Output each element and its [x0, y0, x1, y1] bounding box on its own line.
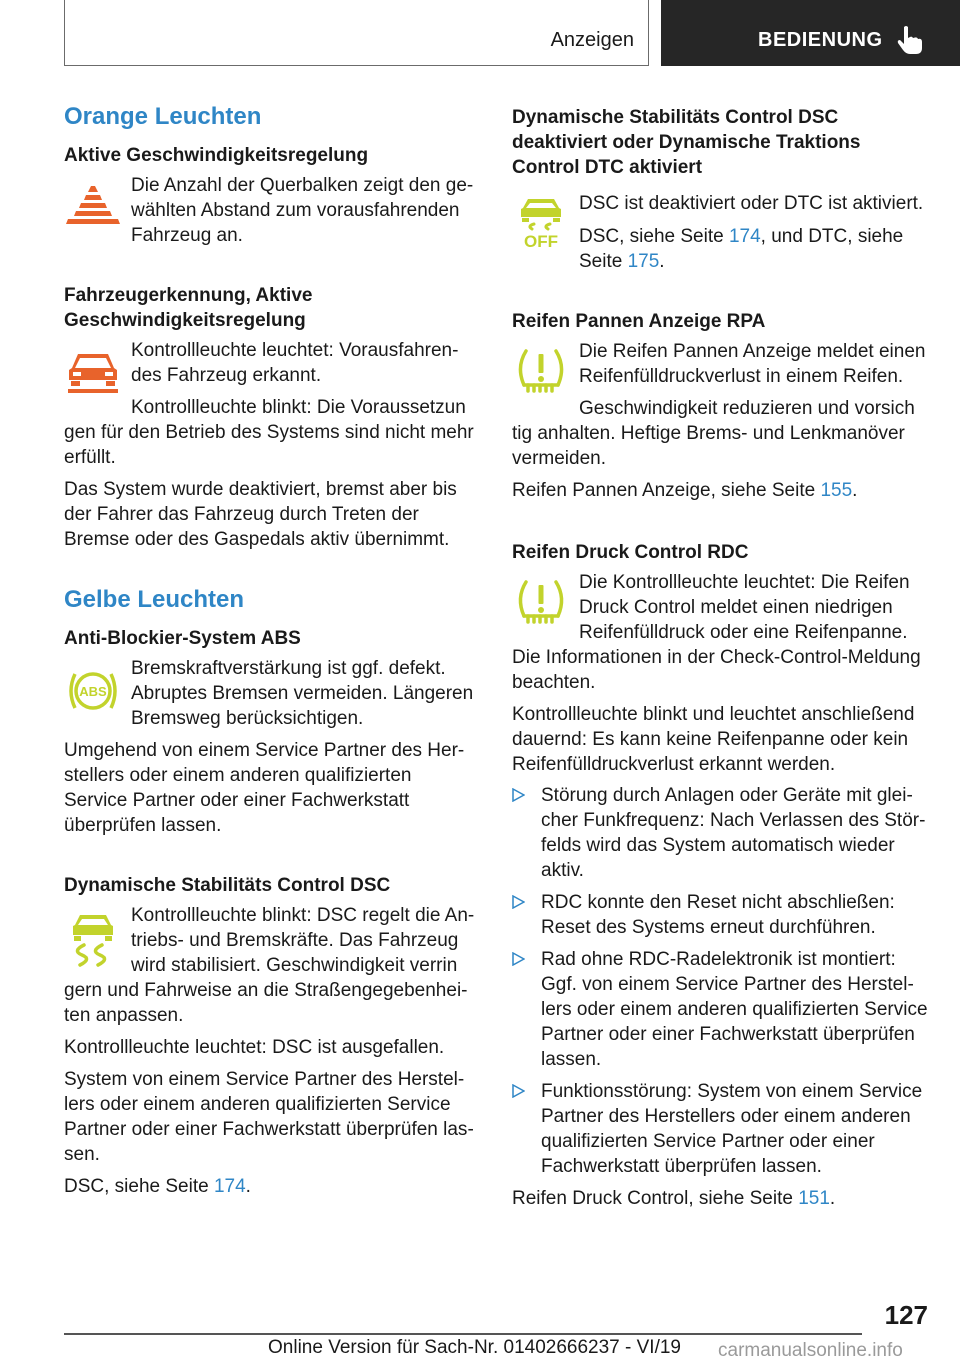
rdc-heading: Reifen Druck Control RDC	[512, 542, 749, 563]
footer-online-version: Online Version für Sach-Nr. 01402666237 - VI/19	[268, 1337, 681, 1358]
tire-warning-icon	[512, 574, 570, 632]
vehicle-heading: Fahrzeugerkennung, Aktive Geschwindigkeitsregelung	[64, 285, 313, 331]
list-item-text: Störung durch Anlagen oder Geräte mit gleicher Funkfrequenz: Nach Verlassen des Störfelds wird das System automatisch wieder aktiv.	[541, 785, 926, 881]
list-item-text: Funktionsstörung: System von einem Service Partner des Herstellers oder einem anderen qualifizierten Service Partner oder einer Fachwerkstatt überprüfen lassen.	[541, 1081, 923, 1177]
list-item-text: Rad ohne RDC-Radelektronik ist montiert: Ggf. von einem Service Partner des Herstellers oder einem anderen qualifizierten Service Partner oder einer Fachwerkstatt überprüfen lassen.	[541, 949, 928, 1070]
list-item	[512, 1079, 928, 1179]
rdc-page-link[interactable]: 151	[798, 1188, 830, 1209]
rpa-reference	[512, 478, 928, 503]
vehicle-text-2a: Kontrollleuchte blinkt: Die Voraussetzun	[131, 397, 466, 418]
footer-divider	[64, 1333, 862, 1335]
rdc-reference-prefix: Reifen Druck Control, siehe Seite	[512, 1188, 799, 1209]
rpa-text-2a: Geschwindigkeit reduzieren und vorsich	[579, 398, 915, 419]
watermark: carmanualsonline.info	[718, 1340, 903, 1361]
abs-icon	[64, 662, 122, 720]
dsc-off-reference	[512, 224, 928, 274]
rdc-reference	[512, 1186, 928, 1211]
header-section-tab	[64, 0, 649, 66]
list-item	[512, 783, 928, 883]
list-item	[512, 947, 928, 1072]
rdc-text-1: Die Kontrollleuchte leuchtet: Die Reifen Druck Control meldet einen niedrigen Reifenfülldruck oder eine Reifenpanne.	[579, 572, 910, 643]
dsc-off-reference-end: .	[659, 251, 665, 272]
acc-indicator	[64, 173, 480, 248]
page-number: 127	[884, 1300, 928, 1330]
rpa-text-1: Die Reifen Pannen Anzeige meldet einen Reifenfülldruckverlust in einem Reifen.	[579, 341, 926, 387]
dsc-off-indicator	[512, 191, 928, 274]
triangle-bullet-icon	[512, 788, 525, 802]
rpa-text-2b: tig anhalten. Heftige Brems- und Lenkmanöver vermeiden.	[512, 423, 905, 469]
dtc-page-link-175[interactable]: 175	[627, 251, 660, 272]
dsc-off-reference-a: DSC, siehe Seite	[579, 226, 729, 247]
triangle-bullet-icon	[512, 1084, 525, 1098]
dsc-text-1b: gern und Fahrweise an die Straßengegebenheiten anpassen.	[64, 980, 468, 1026]
vehicle-text-3: Das System wurde deaktiviert, bremst aber bis der Fahrer das Fahrzeug durch Treten der Bremse oder des Gaspedals aktiv übernimmt.	[64, 479, 457, 550]
rpa-reference-prefix: Reifen Pannen Anzeige, siehe Seite	[512, 480, 821, 501]
dsc-text-1a: Kontrollleuchte blinkt: DSC regelt die Antriebs- und Bremskräfte. Das Fahrzeug wird stabilisiert. Geschwindigkeit verrin	[131, 905, 475, 976]
dsc-reference	[64, 1174, 480, 1199]
list-item-text: RDC konnte den Reset nicht abschließen: Reset des Systems erneut durchführen.	[541, 892, 895, 938]
acc-text: Die Anzahl der Querbalken zeigt den gewählten Abstand zum vorausfahrenden Fahrzeug an.	[131, 175, 474, 246]
dsc-off-icon-text: OFF	[524, 232, 558, 251]
dsc-off-text-1: DSC ist deaktiviert oder DTC ist aktiviert.	[579, 193, 924, 214]
dsc-skid-car-icon	[64, 911, 122, 969]
dsc-text-3: System von einem Service Partner des Herstellers oder einem anderen qualifizierten Service Partner oder einer Fachwerkstatt überprüfen lassen.	[64, 1069, 474, 1165]
pointing-hand-icon	[897, 25, 923, 55]
right-column	[512, 102, 928, 1211]
abs-text-1: Bremskraftverstärkung ist ggf. defekt. Abruptes Bremsen vermeiden. Längeren Bremsweg berücksichtigen.	[131, 658, 474, 729]
section-title-yellow: Gelbe Leuchten	[64, 586, 245, 613]
rdc-text-1b: Die Informationen in der Check-Control-Meldung beachten.	[512, 647, 921, 693]
triangle-bullet-icon	[512, 952, 525, 966]
abs-text-2: Umgehend von einem Service Partner des Herstellers oder einem anderen qualifizierten Service Partner oder einer Fachwerkstatt überprüfen lassen.	[64, 740, 465, 836]
dsc-off-page-link-174[interactable]: 174	[728, 226, 761, 247]
vehicle-detected-icon	[64, 340, 122, 398]
vehicle-indicator	[64, 338, 480, 388]
vehicle-text-1: Kontrollleuchte leuchtet: Vorausfahrendes Fahrzeug erkannt.	[131, 340, 459, 386]
acc-heading: Aktive Geschwindigkeitsregelung	[64, 145, 369, 166]
rpa-heading: Reifen Pannen Anzeige RPA	[512, 311, 766, 332]
dsc-text-2: Kontrollleuchte leuchtet: DSC ist ausgefallen.	[64, 1037, 445, 1058]
rpa-reference-suffix: .	[852, 480, 858, 501]
dsc-off-heading: Dynamische Stabilitäts Control DSC deaktiviert oder Dynamische Traktions Control DTC aktiviert	[512, 107, 861, 178]
left-column	[64, 102, 480, 1199]
rdc-reference-suffix: .	[829, 1188, 836, 1209]
dsc-reference-prefix: DSC, siehe Seite	[64, 1176, 214, 1197]
triangle-bullet-icon	[512, 895, 525, 909]
rpa-page-link[interactable]: 155	[820, 480, 853, 501]
dsc-page-link[interactable]: 174	[213, 1176, 246, 1197]
vehicle-text-2b: gen für den Betrieb des Systems sind nicht mehr erfüllt.	[64, 422, 474, 468]
dsc-off-reference-b: , und DTC, siehe Seite	[579, 226, 904, 272]
header-chapter-label: BEDIENUNG	[758, 29, 883, 51]
rdc-indicator	[512, 570, 928, 645]
abs-indicator	[64, 656, 480, 731]
dsc-reference-suffix: .	[245, 1176, 251, 1197]
abs-heading: Anti-Blockier-System ABS	[64, 628, 301, 649]
abs-icon-text: ABS	[79, 684, 107, 699]
list-item	[512, 890, 928, 940]
rdc-text-2: Kontrollleuchte blinkt und leuchtet anschließend dauernd: Es kann keine Reifenpanne oder kein Reifenfülldruckverlust erkannt werden.	[512, 704, 915, 775]
dsc-off-icon	[512, 195, 570, 253]
tire-warning-icon	[512, 343, 570, 401]
rdc-cause-list	[512, 783, 928, 1179]
dsc-heading: Dynamische Stabilitäts Control DSC	[64, 875, 391, 896]
header-section-label: Anzeigen	[550, 29, 634, 51]
dsc-indicator	[64, 903, 480, 978]
section-title-orange: Orange Leuchten	[64, 103, 262, 130]
header-chapter-tab	[661, 0, 960, 66]
rpa-indicator	[512, 339, 928, 421]
distance-bars-icon	[64, 175, 122, 233]
